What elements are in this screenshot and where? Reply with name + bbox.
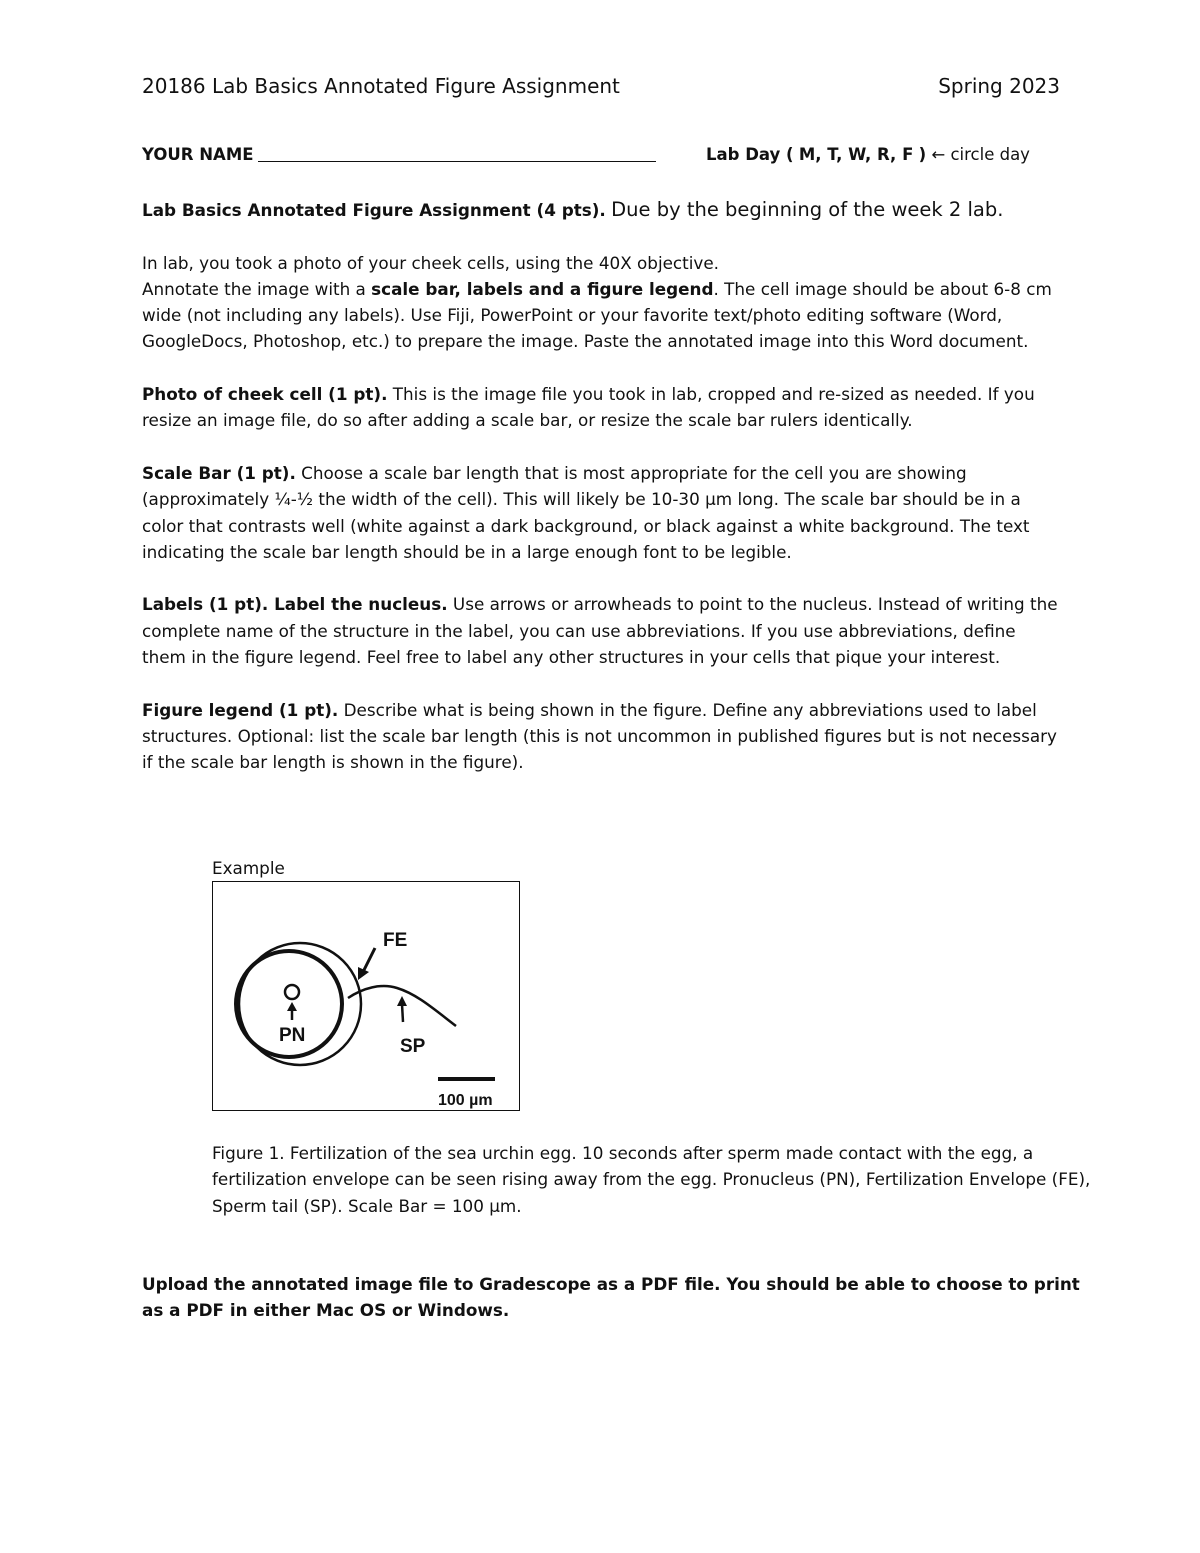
example-figure-drawing [213,882,521,1112]
page-header [142,74,1060,104]
labels-text: Use arrows or arrowheads to point to the nucleus. Instead of writing the complete name of the structure in the label, you can use abbreviations. If you use abbreviations, define them in the figure legend. Feel free to label any other structures in your cells that pique your interest. [142,594,1058,668]
document-title: 20186 Lab Basics Annotated Figure Assignment [142,74,620,98]
sp-arrowhead-icon [397,996,407,1006]
lab-day-options[interactable]: M, T, W, R, F [798,145,914,164]
legend-text: Describe what is being shown in the figure. Define any abbreviations used to label structures. Optional: list the scale bar length (this is not uncommon in published figures but is not necessary if the scale bar length is shown in the figure). [142,699,1057,773]
due-date: Due by the beginning of the week 2 lab. [611,198,1004,221]
pronucleus-circle [285,985,299,999]
instructions-line1: In lab, you took a photo of your cheek cells, using the 40X objective. [142,252,719,273]
photo-section [142,381,1060,434]
name-blank-field[interactable] [258,161,656,162]
sp-label: SP [400,1036,426,1057]
annotate-text-post: . The cell image should be about 6-8 cm wide (not including any labels). Use Fiji, PowerPoint or your favorite text/photo editing software (Word, GoogleDocs, Photoshop, etc.) to prepare the image. Paste the annotated image into this Word document. [142,278,1052,352]
scale-bar-heading: Scale Bar (1 pt). [142,462,296,483]
legend-heading: Figure legend (1 pt). [142,699,339,720]
term-label: Spring 2023 [938,74,1060,98]
left-arrow-icon: ← [931,145,946,164]
intro-heading: Lab Basics Annotated Figure Assignment (4 pts). [142,200,606,220]
instructions-paragraph [142,250,1060,355]
photo-text: This is the image file you took in lab, cropped and re-sized as needed. If you resize an image file, do so after adding a scale bar, or resize the scale bar rulers identically. [142,384,1035,431]
scale-bar-text: Choose a scale bar length that is most appropriate for the cell you are showing (approximately ¼-½ the width of the cell). This will likely be 10-30 µm long. The scale bar should be in a color that contrasts well (white against a dark background, or black against a white background. The text indicating the scale bar length should be in a large enough font to be legible. [142,462,1030,562]
name-line [142,145,1060,164]
pn-arrowhead-icon [287,1002,297,1011]
scale-bar-label: 100 µm [438,1092,493,1109]
example-label: Example [212,858,285,878]
lab-day-close: ) [918,145,927,164]
annotate-text-pre: Annotate the image with a [142,278,372,299]
scale-bar-section [142,460,1060,565]
fe-label: FE [383,930,408,951]
labels-section [142,591,1060,670]
circle-day-instruction: circle day [950,145,1030,164]
example-figure [212,881,520,1111]
intro-paragraph [142,197,1060,223]
pn-label: PN [279,1025,306,1046]
lab-day-group [706,145,1030,164]
assignment-body [142,197,1060,802]
your-name-label: YOUR NAME [142,145,254,164]
annotate-text-bold: scale bar, labels and a figure legend [371,278,714,299]
labels-heading: Labels (1 pt). Label the nucleus. [142,594,448,615]
sp-arrow-shaft [402,1004,403,1022]
lab-day-label: Lab Day ( [706,145,794,164]
upload-instructions: Upload the annotated image file to Gradescope as a PDF file. You should be able to choose to print as a PDF in either Mac OS or Windows. [142,1274,1080,1321]
figure-caption: Figure 1. Fertilization of the sea urchin egg. 10 seconds after sperm made contact with the egg, a fertilization envelope can be seen rising away from the egg. Pronucleus (PN), Fertilization Envelope (FE), Sperm tail (SP). Scale Bar = 100 µm. [212,1143,1091,1216]
legend-section [142,697,1060,776]
photo-heading: Photo of cheek cell (1 pt). [142,384,388,405]
fe-arrow-shaft [363,948,375,972]
